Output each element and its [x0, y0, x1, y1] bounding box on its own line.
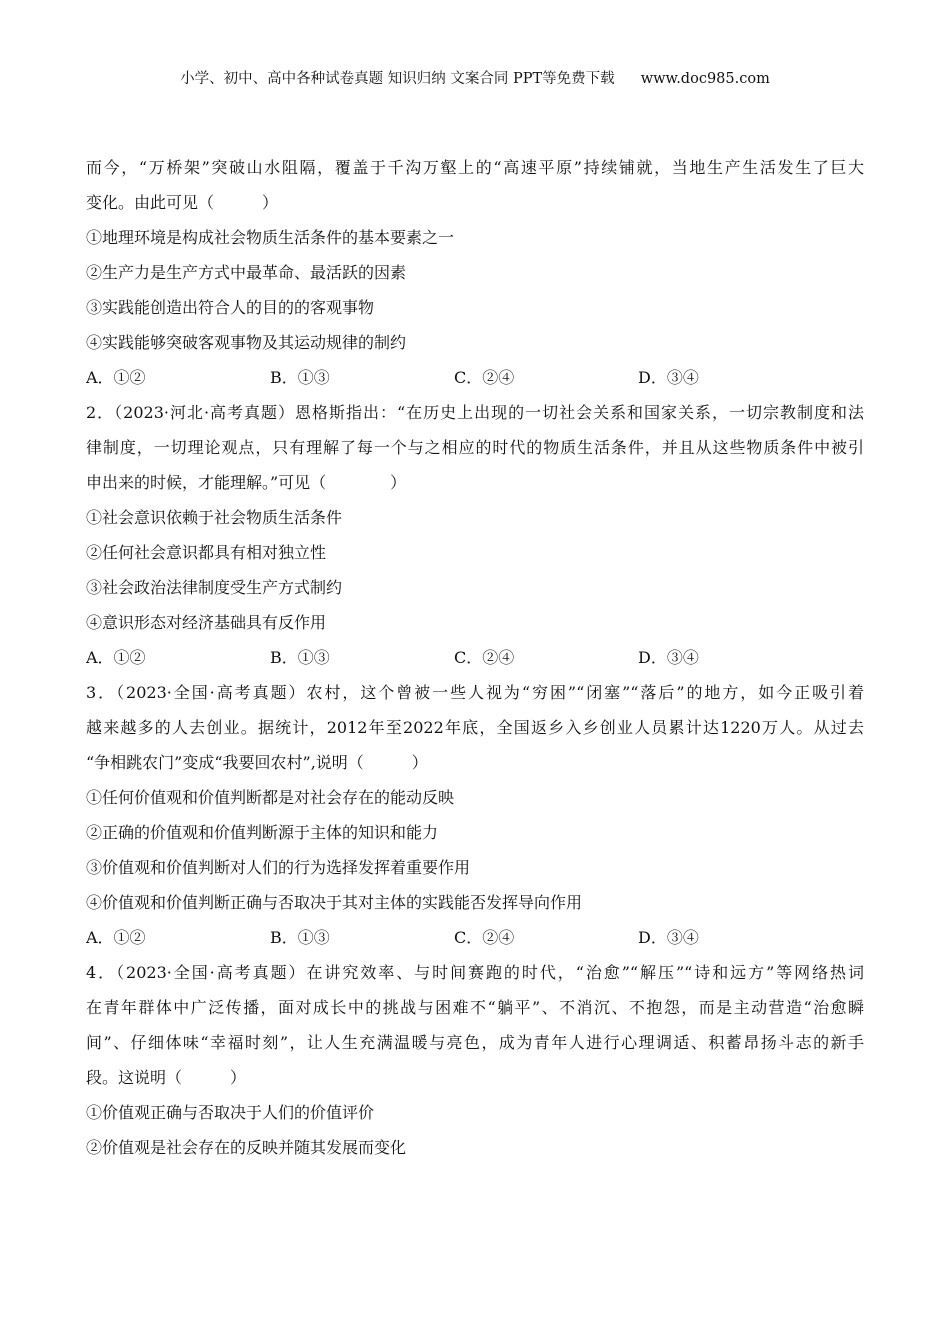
- statement-item: ③价值观和价值判断对人们的行为选择发挥着重要作用: [86, 858, 471, 877]
- question-stem-line: 在青年群体中广泛传播，面对成长中的挑战与困难不“躺平”、不消沉、不抱怨，而是主动营造“治愈瞬: [86, 998, 864, 1017]
- question-stem-line: 越来越多的人去创业。据统计，2012年至2022年底，全国返乡入乡创业人员累计达1220万人。从过去: [86, 718, 864, 737]
- statement-item: ④意识形态对经济基础具有反作用: [86, 613, 327, 632]
- option-b[interactable]: B．①③: [270, 368, 330, 387]
- statement-item: ③实践能创造出符合人的目的的客观事物: [86, 298, 375, 317]
- statement-item: ④实践能够突破客观事物及其运动规律的制约: [86, 333, 407, 352]
- answer-options: [86, 643, 864, 678]
- option-b[interactable]: B．①③: [270, 928, 330, 947]
- statement-item: ②任何社会意识都具有相对独立性: [86, 543, 327, 562]
- question-content: [86, 153, 864, 1168]
- question-4: [86, 958, 864, 1168]
- statement-item: ①地理环境是构成社会物质生活条件的基本要素之一: [86, 228, 455, 247]
- question-3: [86, 678, 864, 958]
- answer-options: [86, 923, 864, 958]
- option-d[interactable]: D．③④: [638, 368, 699, 387]
- question-1: [86, 153, 864, 398]
- statement-item: ③社会政治法律制度受生产方式制约: [86, 578, 343, 597]
- question-stem-line: 律制度，一切理论观点，只有理解了每一个与之相应的时代的物质生活条件，并且从这些物质条件中被引: [86, 438, 864, 457]
- question-stem-line: 而今，“万桥架”突破山水阻隔，覆盖于千沟万壑上的“高速平原”持续铺就，当地生产生活发生了巨大: [86, 158, 864, 177]
- option-c[interactable]: C．②④: [454, 928, 515, 947]
- question-stem-line: 2．（2023·河北·高考真题）恩格斯指出：“在历史上出现的一切社会关系和国家关系，一切宗教制度和法: [86, 403, 864, 422]
- statement-item: ②价值观是社会存在的反映并随其发展而变化: [86, 1138, 407, 1157]
- question-2: [86, 398, 864, 678]
- statement-item: ①任何价值观和价值判断都是对社会存在的能动反映: [86, 788, 455, 807]
- option-b[interactable]: B．①③: [270, 648, 330, 667]
- statement-item: ②生产力是生产方式中最革命、最活跃的因素: [86, 263, 407, 282]
- question-stem-line: 间”、仔细体味“幸福时刻”，让人生充满温暖与亮色，成为青年人进行心理调适、积蓄昂扬斗志的新手: [86, 1033, 864, 1052]
- statement-item: ②正确的价值观和价值判断源于主体的知识和能力: [86, 823, 439, 842]
- question-stem-line: 4．（2023·全国·高考真题）在讲究效率、与时间赛跑的时代，“治愈”“解压”“诗和远方”等网络热词: [86, 963, 864, 982]
- option-c[interactable]: C．②④: [454, 648, 515, 667]
- question-stem-line: 3．（2023·全国·高考真题）农村，这个曾被一些人视为“穷困”“闭塞”“落后”的地方，如今正吸引着: [86, 683, 864, 702]
- option-a[interactable]: A．①②: [86, 928, 146, 947]
- question-stem-line: 段。这说明（ ）: [86, 1068, 247, 1087]
- option-d[interactable]: D．③④: [638, 928, 699, 947]
- answer-options: [86, 363, 864, 398]
- question-stem-line: 申出来的时候，才能理解。”可见（ ）: [86, 473, 407, 492]
- statement-item: ④价值观和价值判断正确与否取决于其对主体的实践能否发挥导向作用: [86, 893, 583, 912]
- page-header: [0, 69, 950, 89]
- option-c[interactable]: C．②④: [454, 368, 515, 387]
- header-text: 小学、初中、高中各种试卷真题 知识归纳 文案合同 PPT等免费下载: [180, 71, 615, 87]
- header-site-url[interactable]: www.doc985.com: [640, 71, 770, 87]
- option-a[interactable]: A．①②: [86, 368, 146, 387]
- option-d[interactable]: D．③④: [638, 648, 699, 667]
- question-stem-line: “争相跳农门”变成“我要回农村”,说明（ ）: [86, 753, 428, 772]
- statement-item: ①价值观正确与否取决于人们的价值评价: [86, 1103, 375, 1122]
- option-a[interactable]: A．①②: [86, 648, 146, 667]
- statement-item: ①社会意识依赖于社会物质生活条件: [86, 508, 343, 527]
- question-stem-line: 变化。由此可见（ ）: [86, 193, 279, 212]
